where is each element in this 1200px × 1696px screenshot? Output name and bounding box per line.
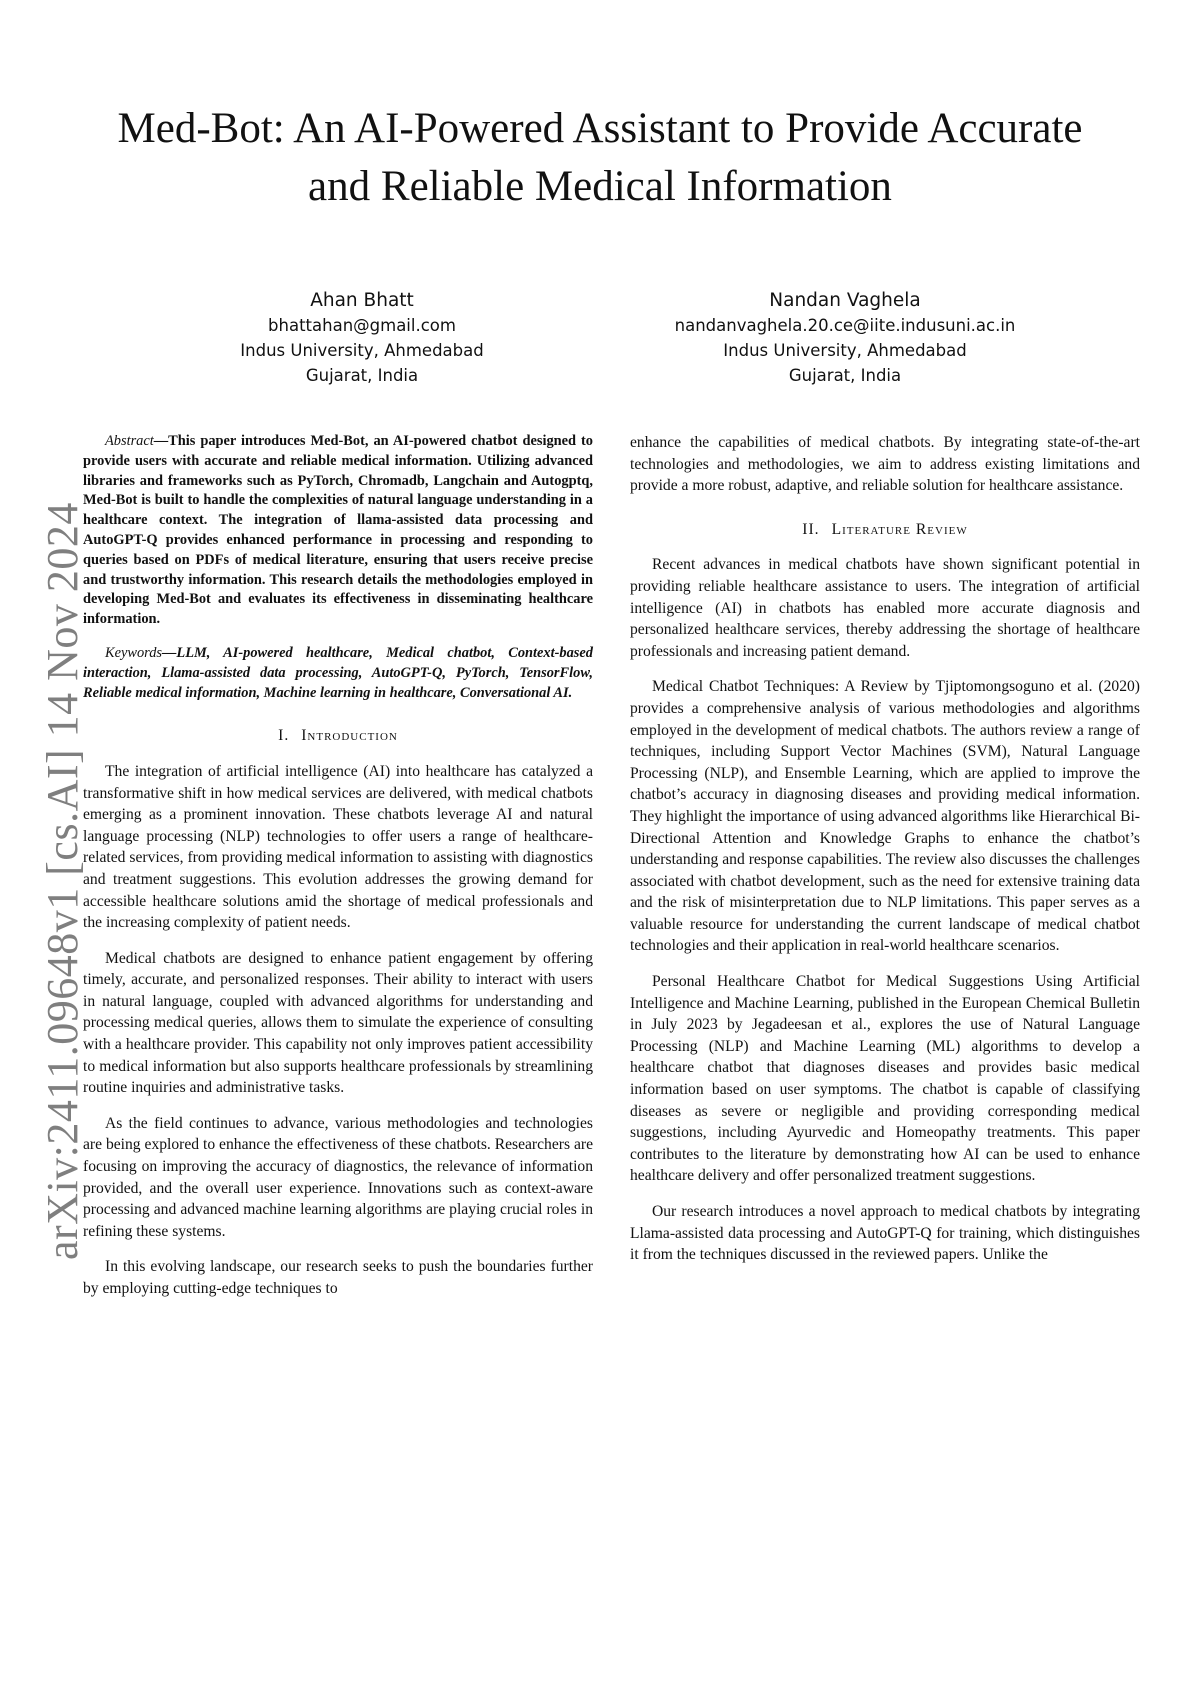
author-email: bhattahan@gmail.com	[268, 316, 456, 335]
section-number: II.	[802, 520, 820, 538]
section-title: Introduction	[301, 727, 398, 745]
lit-paragraph: Our research introduces a novel approach to medical chatbots by integrating Llama-assisted data processing and AutoGPT-Q for training, which distinguishes it from the techniques discussed in the reviewed papers. Unlike the	[630, 1203, 1140, 1264]
right-column	[630, 432, 1140, 1280]
author-block-1	[162, 288, 562, 388]
abstract-label: Abstract	[105, 433, 154, 449]
section-title: Literature Review	[831, 520, 968, 538]
abstract-text: —This paper introduces Med-Bot, an AI-powered chatbot designed to provide users with accurate and reliable medical information. Utilizing advanced libraries and frameworks such as PyTorch, Chromadb, Langchain and Autogptq, Med-Bot is built to handle the complexities of natural language understanding in a healthcare context. The integration of llama-assisted data processing and AutoGPT-Q provides enhanced performance in processing and responding to queries based on PDFs of medical literature, ensuring that users receive precise and trustworthy information. This research details the methodologies employed in developing Med-Bot and evaluates its effectiveness in disseminating healthcare information.	[83, 433, 593, 628]
keywords-label: Keywords	[105, 644, 163, 661]
author-location: Gujarat, India	[788, 366, 902, 385]
section-heading-literature-review	[630, 519, 1140, 541]
lit-paragraph: Recent advances in medical chatbots have shown significant potential in providing reliable healthcare assistance to users. The integration of artificial intelligence (AI) in chatbots has enabled more accurate diagnosis and personalized healthcare services, thereby addressing the shortage of healthcare professionals and increasing patient demand.	[630, 556, 1140, 660]
paper-title: Med-Bot: An AI-Powered Assistant to Provide Accurate and Reliable Medical Information	[117, 105, 1083, 210]
author-email: nandanvaghela.20.ce@iite.indusuni.ac.in	[674, 316, 1016, 335]
section-heading-introduction	[83, 725, 593, 747]
lit-paragraph: Personal Healthcare Chatbot for Medical Suggestions Using Artificial Intelligence and Machine Learning, published in the European Chemical Bulletin in July 2023 by Jegadeesan et al., explores the use of Natural Language Processing (NLP) and Machine Learning (ML) algorithms to develop a healthcare chatbot that diagnoses diseases and provides basic medical information based on user symptoms. The chatbot is capable of classifying diseases as severe or negligible and providing corresponding medical suggestions, including Ayurvedic and Homeopathy treatments. This paper contributes to the literature by demonstrating how AI can be used to enhance healthcare delivery and offer personalized treatment suggestions.	[630, 973, 1140, 1185]
intro-continuation: enhance the capabilities of medical chatbots. By integrating state-of-the-art technologies and methodologies, we aim to address existing limitations and provide a more robust, adaptive, and reliable solution for healthcare assistance.	[630, 434, 1140, 495]
arxiv-identifier: arXiv:2411.09648v1 [cs.AI] 14 Nov 2024	[38, 502, 87, 1260]
author-name: Nandan Vaghela	[769, 290, 921, 311]
section-number: I.	[278, 727, 290, 745]
keywords-text: —LLM, AI-powered healthcare, Medical chatbot, Context-based interaction, Llama-assisted data processing, AutoGPT-Q, PyTorch, TensorFlow, Reliable medical information, Machine learning in healthcare, Conversational AI.	[83, 644, 593, 701]
author-location: Gujarat, India	[305, 366, 419, 385]
left-column	[83, 432, 593, 1314]
intro-paragraph: The integration of artificial intelligence (AI) into healthcare has catalyzed a transformative shift in how medical services are delivered, with medical chatbots emerging as a prominent innovation. These chatbots leverage AI and natural language processing (NLP) technologies to offer users a range of healthcare-related services, from providing medical information to assisting with diagnostics and treatment suggestions. This evolution addresses the growing demand for accessible healthcare solutions amid the shortage of medical professionals and the increasing complexity of patient needs.	[83, 762, 593, 932]
lit-paragraph: Medical Chatbot Techniques: A Review by Tjiptomongsoguno et al. (2020) provides a comprehensive analysis of various methodologies and algorithms employed in the development of medical chatbots. The authors review a range of techniques, including Support Vector Machines (SVM), Natural Language Processing (NLP), and Ensemble Learning, which are applied to improve the chatbot’s accuracy in diagnosing diseases and providing medical information. They highlight the importance of using advanced algorithms like Hierarchical Bi-Directional Attention and Knowledge Graphs to enhance the chatbot’s understanding and response capabilities. The review also discusses the challenges associated with chatbot development, such as the need for extensive training data and the risk of misinterpretation due to NLP limitations. This paper serves as a valuable resource for understanding the current landscape of medical chatbot technologies and their application in real-world healthcare scenarios.	[630, 678, 1140, 955]
author-block-2	[645, 288, 1045, 388]
author-affiliation: Indus University, Ahmedabad	[240, 341, 484, 360]
intro-paragraph: Medical chatbots are designed to enhance patient engagement by offering timely, accurate, and personalized responses. Their ability to interact with users in natural language, coupled with advanced algorithms for understanding and processing medical queries, allows them to simulate the experience of consulting with a healthcare provider. This capability not only improves patient accessibility to medical information but also supports healthcare professionals by streamlining routine inquiries and administrative tasks.	[83, 949, 593, 1097]
keywords	[83, 644, 593, 703]
author-affiliation: Indus University, Ahmedabad	[723, 341, 967, 360]
author-name: Ahan Bhatt	[310, 290, 414, 311]
intro-paragraph: As the field continues to advance, various methodologies and technologies are being explored to enhance the effectiveness of these chatbots. Researchers are focusing on improving the accuracy of diagnostics, the relevance of information provided, and the overall user experience. Innovations such as context-aware processing and advanced machine learning algorithms are playing crucial roles in refining these systems.	[83, 1114, 593, 1240]
abstract	[83, 432, 593, 630]
intro-paragraph: In this evolving landscape, our research seeks to push the boundaries further by employing cutting-edge techniques to	[83, 1258, 593, 1298]
